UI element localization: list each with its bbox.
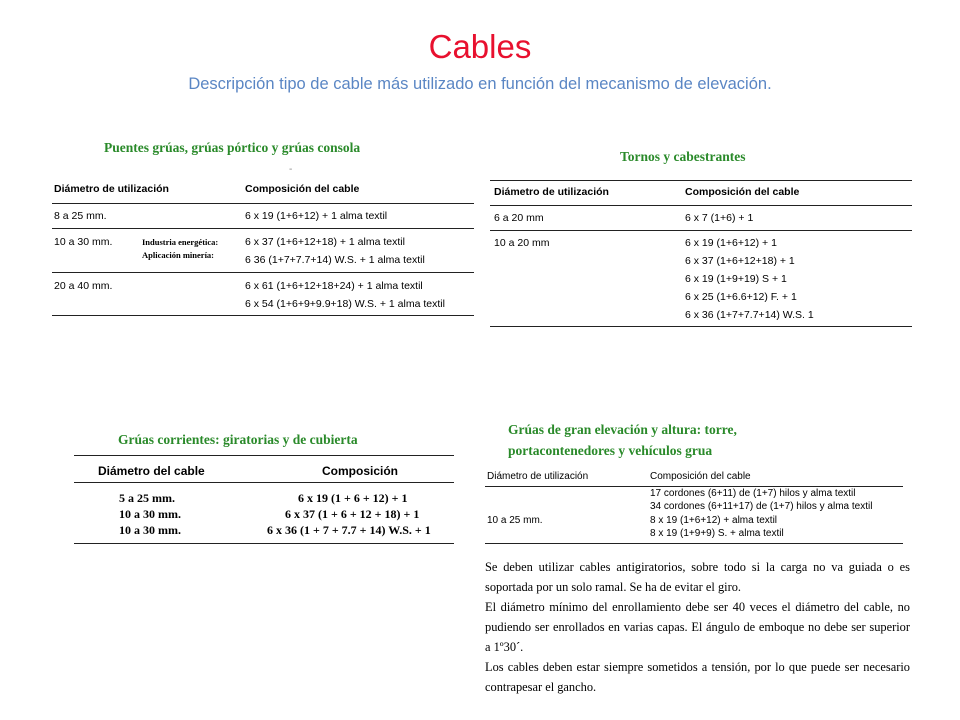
table-cell-composition: 8 x 19 (1+6+12) + alma textil	[650, 515, 778, 526]
table-cell-composition: 6 x 19 (1 + 6 + 12) + 1	[298, 491, 408, 505]
table-cell-composition: 17 cordones (6+11) de (1+7) hilos y alma textil	[650, 488, 856, 499]
page-title: Cables	[428, 28, 532, 65]
table-corrientes	[74, 455, 454, 550]
paragraph-1: Se deben utilizar cables antigiratorios, sobre todo si la carga no va guiada o es soportada por un solo ramal. Se ha de evitar el giro.	[485, 560, 910, 594]
table-puentes	[52, 164, 474, 320]
heading-corrientes: Grúas corrientes: giratorias y de cubierta	[118, 432, 358, 447]
table-cell-diameter: 10 a 30 mm.	[119, 507, 181, 521]
table-rule	[52, 315, 474, 316]
table-header-diameter: Diámetro del cable	[98, 464, 205, 478]
note-mineria: Aplicación minería:	[142, 250, 215, 260]
table-header-composition: Composición del cable	[685, 186, 800, 198]
table-rule	[485, 543, 903, 544]
table-cell-composition: 6 x 37 (1+6+12+18) + 1 alma textil	[245, 236, 405, 248]
table-cell-diameter: 5 a 25 mm.	[119, 491, 175, 505]
table-cell-composition: 6 x 36 (1 + 7 + 7.7 + 14) W.S. + 1	[267, 523, 431, 537]
table-cell-composition: 6 x 37 (1 + 6 + 12 + 18) + 1	[285, 507, 420, 521]
table-rule	[490, 205, 912, 206]
table-cell-composition: 6 x 19 (1+6+12) + 1 alma textil	[245, 210, 388, 222]
table-rule	[490, 230, 912, 231]
table-cell-composition: 6 x 19 (1+9+19) S + 1	[685, 273, 787, 285]
stray-dot: -	[289, 164, 293, 175]
heading-gran-elevacion	[508, 419, 737, 461]
table-header-composition: Composición	[322, 464, 399, 478]
heading-tornos: Tornos y cabestrantes	[620, 149, 746, 164]
table-cell-composition: 6 x 25 (1+6.6+12) F. + 1	[685, 291, 797, 303]
table-rule	[490, 326, 912, 327]
table-cell-composition: 8 x 19 (1+9+9) S. + alma textil	[650, 528, 784, 539]
table-tornos	[490, 180, 912, 330]
table-rule	[74, 455, 454, 456]
table-cell-diameter: 10 a 30 mm.	[119, 523, 181, 537]
table-rule	[52, 272, 474, 273]
table-rule	[490, 180, 912, 181]
table-cell-diameter: 8 a 25 mm.	[54, 210, 107, 222]
table-header-diameter: Diámetro de utilización	[487, 471, 589, 482]
table-rule	[485, 486, 903, 487]
table-cell-diameter: 10 a 30 mm.	[54, 236, 113, 248]
paragraph-2: El diámetro mínimo del enrollamiento debe ser 40 veces el diámetro del cable, no pudiendo ser enrollados en varias capas. El ángulo de emboque no debe ser superior a 1º30´.	[485, 600, 910, 654]
table-cell-composition: 6 x 54 (1+6+9+9.9+18) W.S. + 1 alma textil	[245, 298, 445, 310]
table-cell-diameter: 10 a 20 mm	[494, 237, 550, 249]
paragraph-3: Los cables deben estar siempre sometidos a tensión, por lo que puede ser necesario contrapesar el gancho.	[485, 660, 910, 694]
note-industria: Industria energética:	[142, 237, 219, 247]
table-cell-diameter: 20 a 40 mm.	[54, 280, 113, 292]
table-cell-diameter: 10 a 25 mm.	[487, 515, 543, 526]
table-cell-composition: 6 36 (1+7+7.7+14) W.S. + 1 alma textil	[245, 254, 425, 266]
table-rule	[52, 228, 474, 229]
table-cell-diameter: 6 a 20 mm	[494, 212, 544, 224]
heading-gran-line2: portacontenedores y vehículos grua	[508, 443, 713, 458]
table-cell-composition: 6 x 19 (1+6+12) + 1	[685, 237, 777, 249]
heading-gran-line1: Grúas de gran elevación y altura: torre,	[508, 422, 737, 437]
table-cell-composition: 6 x 37 (1+6+12+18) + 1	[685, 255, 795, 267]
table-rule	[52, 203, 474, 204]
notes-paragraph	[485, 557, 910, 697]
table-cell-composition: 6 x 7 (1+6) + 1	[685, 212, 754, 224]
table-cell-composition: 6 x 36 (1+7+7.7+14) W.S. 1	[685, 309, 814, 321]
table-rule	[74, 482, 454, 483]
table-cell-composition: 34 cordones (6+11+17) de (1+7) hilos y alma textil	[650, 501, 873, 512]
table-gran-elevacion	[485, 468, 910, 548]
table-header-diameter: Diámetro de utilización	[494, 186, 609, 198]
table-header-composition: Composición del cable	[650, 471, 751, 482]
table-header-composition: Composición del cable	[245, 183, 360, 195]
table-header-diameter: Diámetro de utilización	[54, 183, 169, 195]
heading-puentes: Puentes grúas, grúas pórtico y grúas consola	[104, 140, 361, 155]
table-cell-composition: 6 x 61 (1+6+12+18+24) + 1 alma textil	[245, 280, 423, 292]
page-subtitle: Descripción tipo de cable más utilizado en función del mecanismo de elevación.	[188, 75, 772, 93]
table-rule	[74, 543, 454, 544]
